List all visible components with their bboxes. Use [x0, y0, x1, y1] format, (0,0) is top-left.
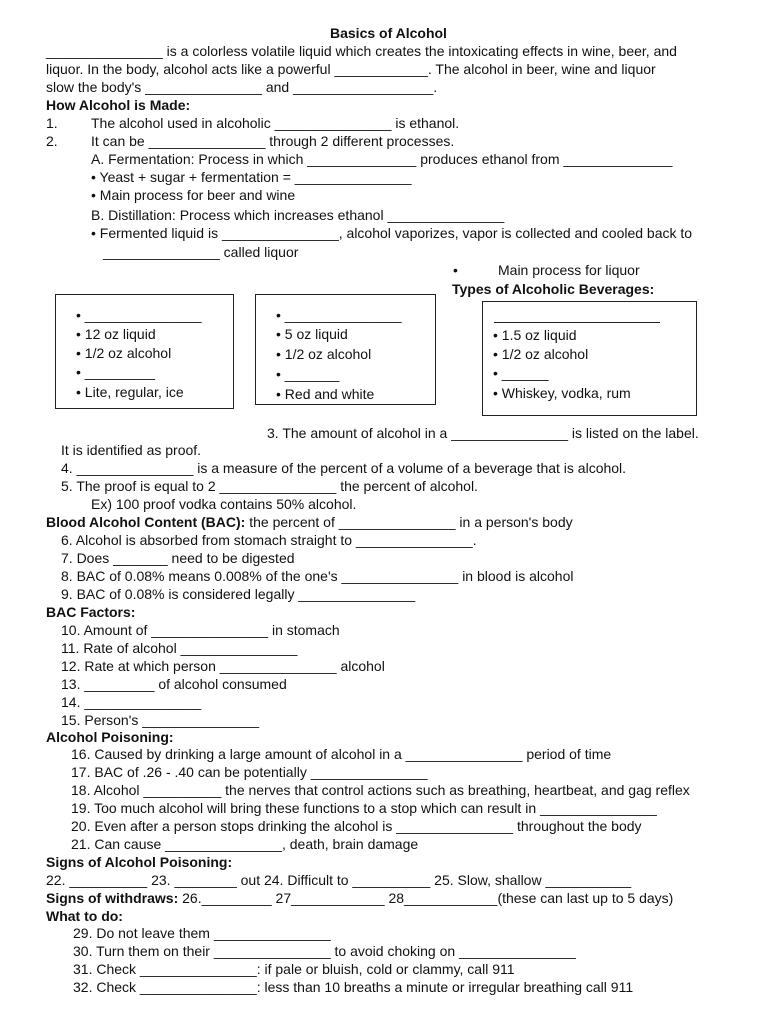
list-item-7: 7. Does _______ need to be digested — [61, 550, 295, 566]
intro-line-2: liquor. In the body, alcohol acts like a powerful ____________. The alcohol in beer, wine and liquor — [46, 61, 656, 77]
box3-item-2: • 1/2 oz alcohol — [493, 346, 589, 362]
list-item-12: 12. Rate at which person _______________ alcohol — [61, 658, 385, 674]
list-number-1: 1. — [46, 115, 58, 131]
beverage-box-wine — [255, 294, 436, 405]
box2-item-5: • Red and white — [276, 386, 375, 402]
list-item-15: 15. Person's _______________ — [61, 712, 260, 728]
list-item-6: 6. Alcohol is absorbed from stomach straight to _______________. — [61, 532, 477, 548]
list-item-5: 5. The proof is equal to 2 _______________ the percent of alcohol. — [61, 478, 478, 494]
list-item-3: 3. The amount of alcohol in a _______________ is listed on the label. — [267, 425, 699, 441]
list-item-13: 13. _________ of alcohol consumed — [61, 676, 287, 692]
section-heading-bac-factors: BAC Factors: — [46, 604, 136, 620]
section-heading-types: Types of Alcoholic Beverages: — [452, 281, 655, 297]
box2-item-4: • _______ — [276, 366, 340, 382]
list-item-16: 16. Caused by drinking a large amount of alcohol in a _______________ period of time — [71, 746, 612, 762]
box3-name-blank — [494, 322, 660, 323]
distillation-bullet-2-marker: • — [453, 262, 458, 278]
box1-item-3: • 1/2 oz alcohol — [76, 345, 172, 361]
distillation-bullet-1-cont: _______________ called liquor — [103, 244, 299, 260]
bac-definition-text: the percent of _______________ in a person's body — [245, 514, 573, 530]
fermentation-bullet-2: • Main process for beer and wine — [91, 187, 296, 203]
section-heading-bac: Blood Alcohol Content (BAC): — [46, 514, 246, 530]
list-item-3-cont: It is identified as proof. — [61, 442, 202, 458]
list-item-4: 4. _______________ is a measure of the percent of a volume of a beverage that is alcohol. — [61, 460, 627, 476]
signs-line: 22. __________ 23. ________ out 24. Difficult to __________ 25. Slow, shallow ___________ — [46, 872, 632, 888]
beverage-box-liquor — [482, 301, 697, 416]
box2-item-1: • _______________ — [276, 307, 402, 323]
list-item-10: 10. Amount of _______________ in stomach — [61, 622, 340, 638]
distillation-line: B. Distillation: Process which increases ethanol _______________ — [91, 207, 505, 223]
section-heading-poisoning: Alcohol Poisoning: — [46, 729, 174, 745]
section-heading-what-to-do: What to do: — [46, 908, 123, 924]
fermentation-bullet-1: • Yeast + sugar + fermentation = _______________ — [91, 169, 412, 185]
list-item-14: 14. _______________ — [61, 694, 202, 710]
box3-item-4: • Whiskey, vodka, rum — [493, 385, 631, 401]
list-item-17: 17. BAC of .26 - .40 can be potentially _______________ — [71, 764, 428, 780]
box1-item-2: • 12 oz liquid — [76, 326, 156, 342]
withdraws-items: 26._________ 27____________ 28____________(these can last up to 5 days) — [178, 890, 674, 906]
list-item-2: It can be _______________ through 2 different processes. — [91, 133, 455, 149]
page-title: Basics of Alcohol — [330, 25, 447, 41]
withdraws-line — [46, 890, 673, 907]
box1-item-5: • Lite, regular, ice — [76, 384, 184, 400]
box3-item-1: • 1.5 oz liquid — [493, 327, 577, 343]
box1-item-1: • _______________ — [76, 307, 202, 323]
list-item-8: 8. BAC of 0.08% means 0.008% of the one's _______________ in blood is alcohol — [61, 568, 574, 584]
list-number-2: 2. — [46, 133, 58, 149]
list-item-9: 9. BAC of 0.08% is considered legally _______________ — [61, 586, 416, 602]
list-item-31: 31. Check _______________: if pale or bluish, cold or clammy, call 911 — [73, 961, 515, 977]
list-item-30: 30. Turn them on their _______________ to avoid choking on _______________ — [73, 943, 576, 959]
box1-item-4: • _________ — [76, 364, 155, 380]
beverage-box-beer — [55, 294, 234, 409]
intro-line-3: slow the body's _______________ and __________________. — [46, 79, 438, 95]
list-item-18: 18. Alcohol __________ the nerves that control actions such as breathing, heartbeat, and gag reflex — [71, 782, 690, 798]
list-item-29: 29. Do not leave them _______________ — [73, 925, 331, 941]
proof-example: Ex) 100 proof vodka contains 50% alcohol. — [91, 496, 357, 512]
section-heading-signs: Signs of Alcohol Poisoning: — [46, 854, 233, 870]
list-item-21: 21. Can cause _______________, death, brain damage — [71, 836, 419, 852]
list-item-20: 20. Even after a person stops drinking the alcohol is _______________ throughout the body — [71, 818, 642, 834]
box2-item-3: • 1/2 oz alcohol — [276, 346, 372, 362]
distillation-bullet-2: Main process for liquor — [498, 262, 640, 278]
list-item-19: 19. Too much alcohol will bring these functions to a stop which can result in _______________ — [71, 800, 657, 816]
distillation-bullet-1: • Fermented liquid is _______________, alcohol vaporizes, vapor is collected and cooled back to — [91, 225, 693, 241]
list-item-1: The alcohol used in alcoholic _______________ is ethanol. — [91, 115, 460, 131]
section-heading-how-made: How Alcohol is Made: — [46, 97, 191, 113]
section-heading-withdraws: Signs of withdraws: — [46, 890, 179, 906]
bac-definition — [46, 514, 573, 531]
box3-item-3: • ______ — [493, 365, 549, 381]
list-item-11: 11. Rate of alcohol _______________ — [61, 640, 298, 656]
box2-item-2: • 5 oz liquid — [276, 326, 348, 342]
intro-line-1: _______________ is a colorless volatile liquid which creates the intoxicating effects in wine, beer, and — [46, 43, 677, 59]
list-item-32: 32. Check _______________: less than 10 breaths a minute or irregular breathing call 911 — [73, 979, 634, 995]
fermentation-line: A. Fermentation: Process in which ______________ produces ethanol from ______________ — [91, 151, 673, 167]
